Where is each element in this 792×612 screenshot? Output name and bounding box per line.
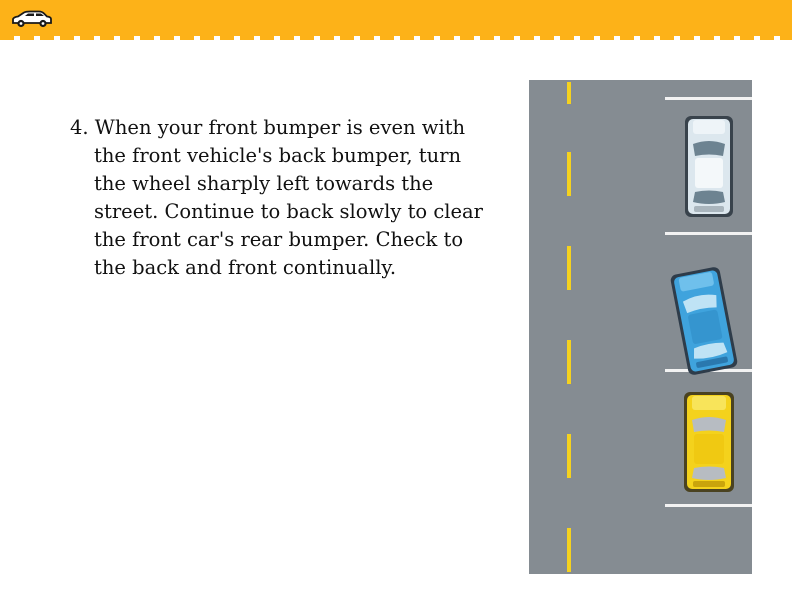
rear-car	[684, 392, 734, 492]
banner-dashed-edge	[0, 36, 792, 40]
header-banner	[0, 0, 792, 40]
car-logo-icon	[10, 8, 54, 30]
front-car	[685, 116, 733, 217]
parallel-parking-illustration	[529, 80, 752, 574]
instruction-step-text: 4. When your front bumper is even with the front vehicle's back bumper, turn the wheel sharply left towards the street. Continue to back slowly to clear the front car's rear bumper. Check to the back and front continually.	[70, 116, 483, 279]
